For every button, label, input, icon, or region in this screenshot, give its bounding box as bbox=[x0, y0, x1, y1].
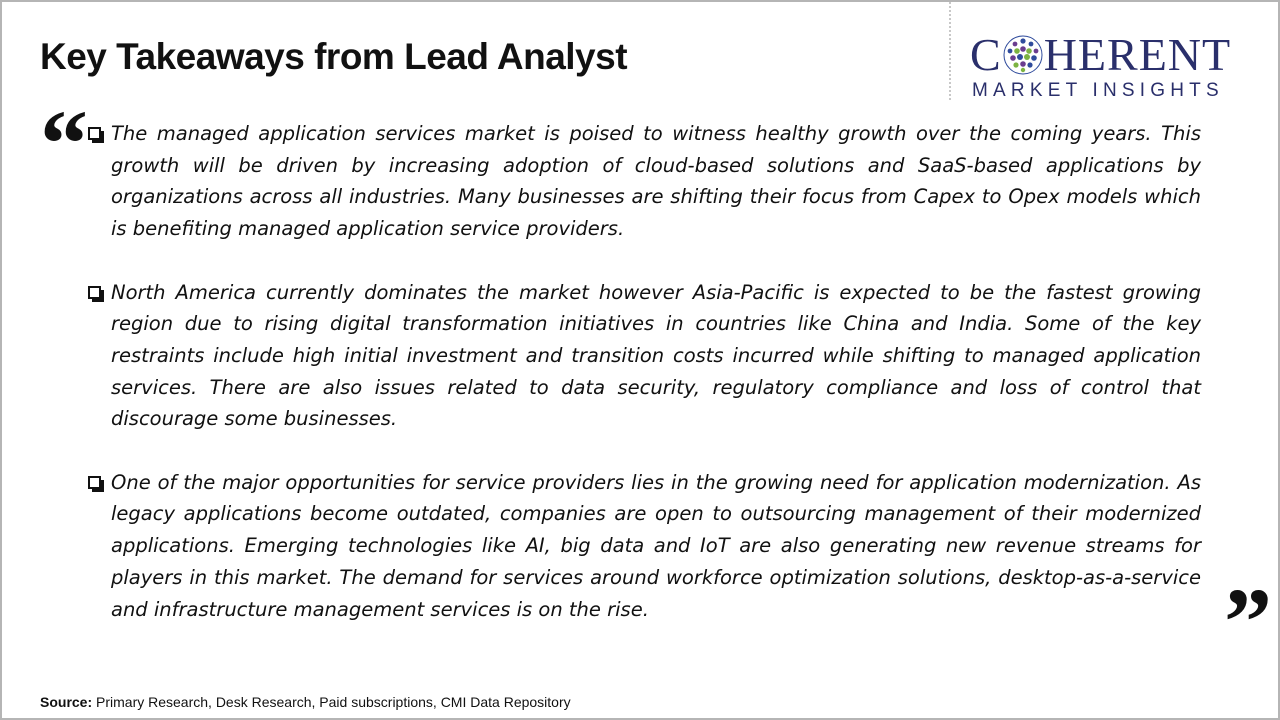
checkbox-bullet-icon bbox=[88, 127, 101, 140]
takeaway-item bbox=[88, 277, 1201, 436]
checkbox-bullet-icon bbox=[88, 286, 101, 299]
takeaway-text: North America currently dominates the market however Asia-Pacific is expected to be the fastest growing region due to rising digital transformation initiatives in countries like China and India. Some of the key restraints include high initial investment and transition costs incurred while shifting to managed application services. There are also issues related to data security, regulatory compliance and loss of control that discourage some businesses. bbox=[111, 280, 1201, 431]
globe-dots-icon bbox=[1003, 35, 1043, 75]
logo-tagline: MARKET INSIGHTS bbox=[972, 80, 1224, 101]
logo-wordmark bbox=[970, 29, 1270, 80]
open-quote-icon: “ bbox=[40, 90, 88, 197]
takeaway-item bbox=[88, 467, 1201, 626]
takeaway-item bbox=[88, 118, 1201, 245]
takeaway-text: The managed application services market is poised to witness healthy growth over the coming years. This growth will be driven by increasing adoption of cloud-based solutions and SaaS-based applications by organizations across all industries. Many businesses are shifting their focus from Capex to Opex models which is benefiting managed application service providers. bbox=[111, 122, 1201, 241]
logo-letters-herent: HERENT bbox=[1043, 29, 1232, 80]
header-divider bbox=[949, 2, 951, 100]
page-title: Key Takeaways from Lead Analyst bbox=[40, 36, 628, 77]
takeaway-text: One of the major opportunities for service providers lies in the growing need for application modernization. As legacy applications become outdated, companies are open to outsourcing management of their modernized applications. Emerging technologies like AI, big data and IoT are also generating new revenue streams for players in this market. The demand for services around workforce optimization solutions, desktop-as-a-service and infrastructure management services is on the rise. bbox=[111, 470, 1201, 621]
coherent-logo bbox=[970, 29, 1270, 102]
checkbox-bullet-icon bbox=[88, 476, 101, 489]
source-note bbox=[40, 694, 571, 710]
source-text: Primary Research, Desk Research, Paid subscriptions, CMI Data Repository bbox=[92, 694, 571, 710]
close-quote-icon: ” bbox=[1224, 568, 1272, 675]
takeaways-list bbox=[88, 118, 1201, 625]
logo-letter-c: C bbox=[970, 29, 1002, 80]
source-label: Source: bbox=[40, 694, 93, 710]
